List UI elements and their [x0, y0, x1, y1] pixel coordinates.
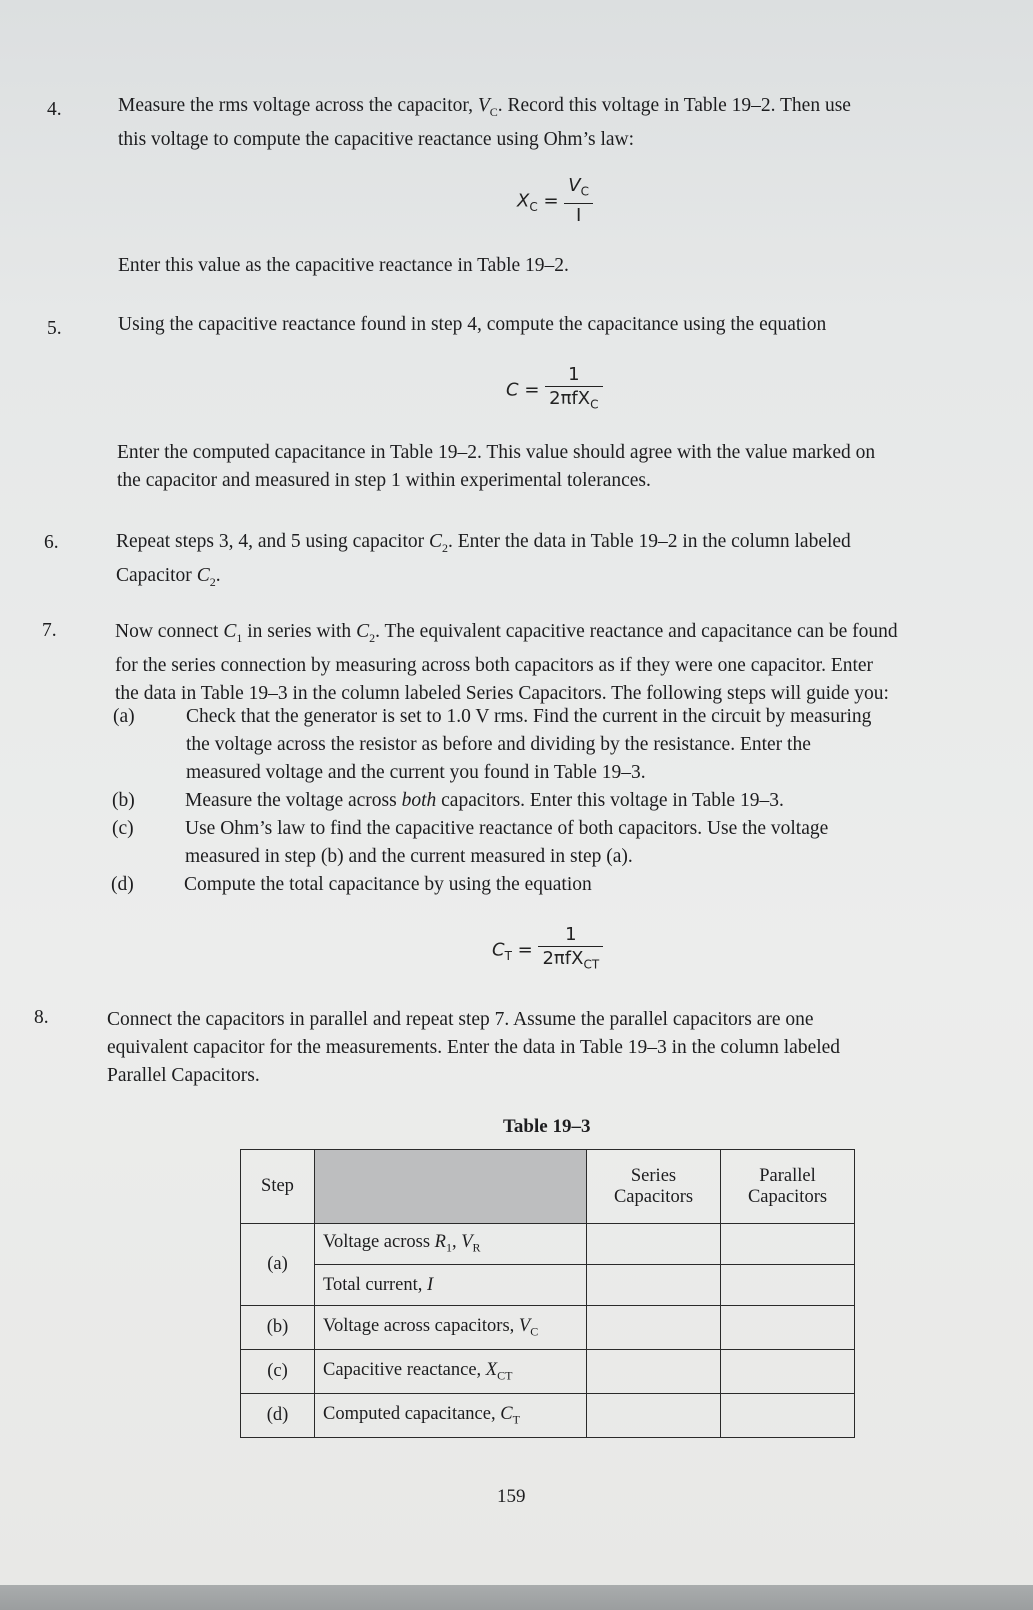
- parallel-value-cell[interactable]: [721, 1224, 855, 1265]
- table-row: [241, 1306, 855, 1350]
- parallel-value-cell[interactable]: [721, 1350, 855, 1394]
- parallel-value-cell[interactable]: [721, 1265, 855, 1306]
- parallel-value-cell[interactable]: [721, 1306, 855, 1350]
- table-row: [241, 1224, 855, 1265]
- step-6-text: Repeat steps 3, 4, and 5 using capacitor $C_2$. Enter the data in Table 19–2 in the column labeled Capacitor $C_2$.: [116, 531, 851, 589]
- step-7-text: Now connect $C_1$ in series with $C_2$. The equivalent capacitive reactance and capacitance can be found for the series connection by measuring across both capacitors as if they were one capacitor. Enter the data in Table 19–3 in the column labeled Series Capacitors. The following steps will guide you:: [115, 621, 898, 704]
- step-7a-text: Check that the generator is set to 1.0 V rms. Find the current in the circuit by measuring the voltage across the resistor as before and dividing by the resistance. Enter the measured voltage and the current you found in Table 19–3.: [186, 706, 872, 783]
- row-label: Voltage across $R_1$, $V_R$: [315, 1224, 587, 1265]
- step-8-number: 8.: [34, 1007, 49, 1028]
- header-series: Series Capacitors: [587, 1150, 721, 1224]
- step-7b-text: Measure the voltage across both capacitors. Enter this voltage in Table 19–3.: [185, 790, 784, 811]
- series-value-cell[interactable]: [587, 1265, 721, 1306]
- reactance-equation: $X_C$ = $\frac{V_C}{I}$: [517, 175, 593, 228]
- row-step: (b): [241, 1306, 315, 1350]
- step-7d-letter: (d): [111, 874, 134, 895]
- row-step: (a): [241, 1224, 315, 1306]
- total-capacitance-equation: $C_T$ = $\frac{1}{2\pi fX_{CT}}$: [492, 924, 603, 977]
- step-7a-letter: (a): [113, 706, 135, 727]
- step-7c-letter: (c): [112, 818, 134, 839]
- row-label: Computed capacitance, $C_T$: [315, 1394, 587, 1438]
- table-header-row: [241, 1150, 855, 1224]
- row-label: Voltage across capacitors, $V_C$: [315, 1306, 587, 1350]
- table-row: [241, 1265, 855, 1306]
- table-row: [241, 1394, 855, 1438]
- step-7c-text: Use Ohm’s law to find the capacitive reactance of both capacitors. Use the voltage measured in step (b) and the current measured in step (a).: [185, 818, 829, 867]
- header-shaded-cell: [315, 1150, 587, 1224]
- step-4-after: Enter this value as the capacitive reactance in Table 19–2.: [118, 255, 569, 276]
- step-4-text: Measure the rms voltage across the capacitor, $V_C$. Record this voltage in Table 19–2. Then use this voltage to compute the capacitive reactance using Ohm’s law:: [118, 95, 851, 150]
- header-step: Step: [241, 1150, 315, 1224]
- step-7b-letter: (b): [112, 790, 135, 811]
- series-value-cell[interactable]: [587, 1306, 721, 1350]
- step-5-after: Enter the computed capacitance in Table 19–2. This value should agree with the value marked on the capacitor and measured in step 1 within experimental tolerances.: [117, 442, 876, 491]
- row-step: (d): [241, 1394, 315, 1438]
- capacitance-equation: C = $\frac{1}{2\pi fX_C}$: [506, 364, 603, 417]
- series-value-cell[interactable]: [587, 1394, 721, 1438]
- step-6-number: 6.: [44, 532, 59, 553]
- data-table: [240, 1149, 855, 1438]
- series-value-cell[interactable]: [587, 1350, 721, 1394]
- page-number: 159: [497, 1486, 526, 1507]
- parallel-value-cell[interactable]: [721, 1394, 855, 1438]
- step-8-text: Connect the capacitors in parallel and repeat step 7. Assume the parallel capacitors are one equivalent capacitor for the measurements. Enter the data in Table 19–3 in the column labeled Parallel Capacitors.: [107, 1009, 841, 1086]
- table-title: Table 19–3: [503, 1116, 591, 1137]
- row-step: (c): [241, 1350, 315, 1394]
- page-bottom-edge: [0, 1585, 1033, 1610]
- row-label: Total current, I: [315, 1265, 587, 1306]
- step-7-number: 7.: [42, 620, 57, 641]
- step-7d-text: Compute the total capacitance by using the equation: [184, 874, 592, 895]
- step-5-text: Using the capacitive reactance found in step 4, compute the capacitance using the equation: [118, 314, 827, 335]
- header-parallel: Parallel Capacitors: [721, 1150, 855, 1224]
- table-row: [241, 1350, 855, 1394]
- series-value-cell[interactable]: [587, 1224, 721, 1265]
- row-label: Capacitive reactance, $X_{CT}$: [315, 1350, 587, 1394]
- step-4-number: 4.: [47, 99, 62, 120]
- step-5-number: 5.: [47, 318, 62, 339]
